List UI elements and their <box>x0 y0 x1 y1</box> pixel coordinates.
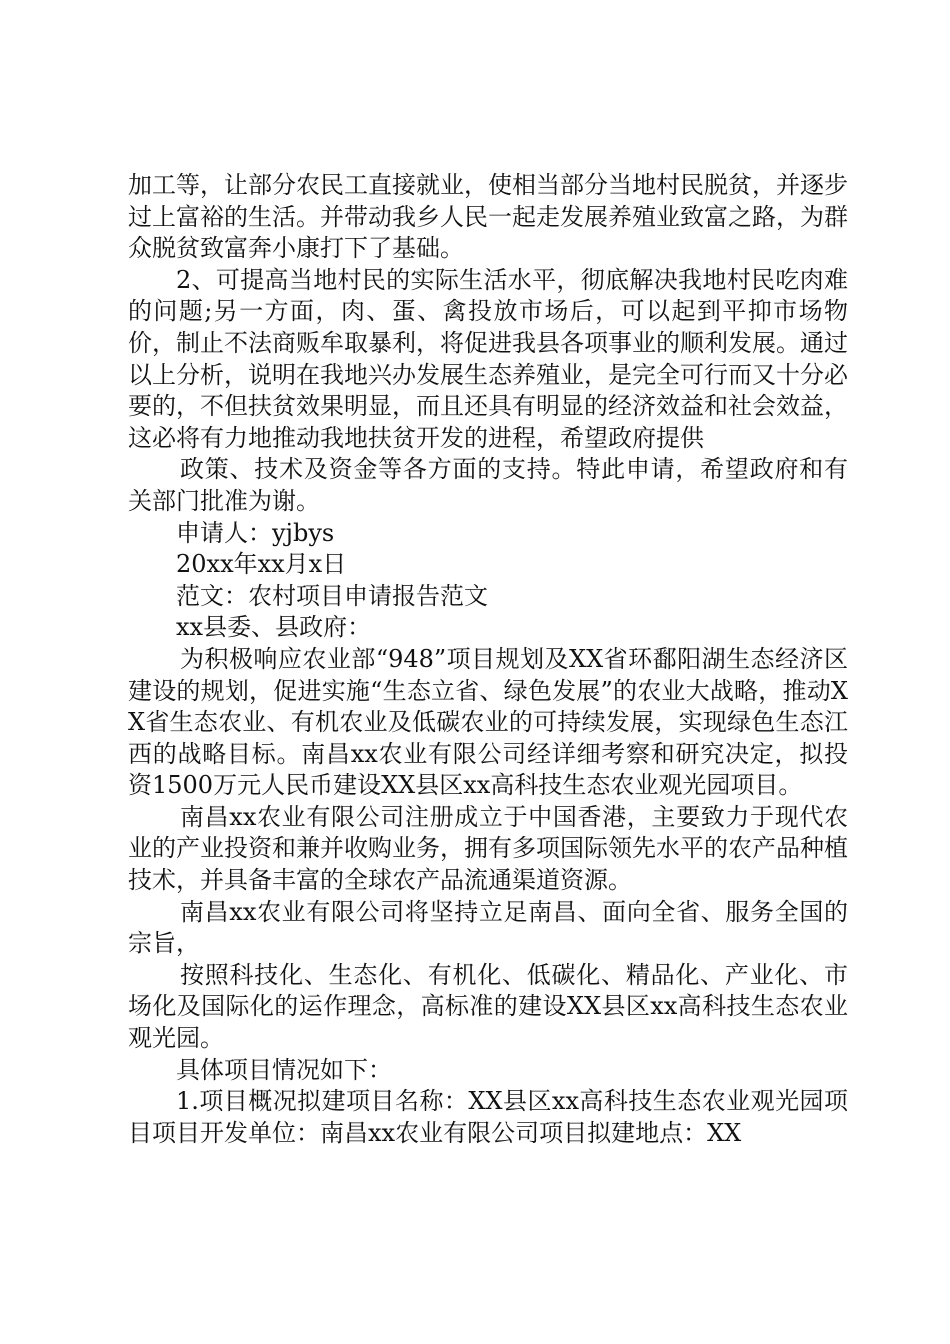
section-title: 范文：农村项目申请报告范文 <box>176 581 488 610</box>
paragraph: 1.项目概况拟建项目名称：XX县区xx高科技生态农业观光园项目项目开发单位：南昌xx农业有限公司项目拟建地点：XX <box>128 1087 848 1147</box>
paragraph: 南昌xx农业有限公司将坚持立足南昌、面向全省、服务全国的宗旨， <box>128 897 848 958</box>
paragraph: 政策、技术及资金等各方面的支持。特此申请，希望政府和有关部门批准为谢。 <box>128 455 848 515</box>
paragraph: 按照科技化、生态化、有机化、低碳化、精品化、产业化、市场化及国际化的运作理念，高标准的建设XX县区xx高科技生态农业观光园。 <box>128 960 848 1053</box>
paragraph: 2、可提高当地村民的实际生活水平，彻底解决我地村民吃肉难的问题;另一方面，肉、蛋、禽投放市场后，可以起到平抑市场物价，制止不法商贩牟取暴利，将促进我县各项事业的顺利发展。通过以上分析，说明在我地兴办发展生态养殖业，是完全可行而又十分必要的，不但扶贫效果明显，而且还具有明显的经济效益和社会效益，这必将有力地推动我地扶贫开发的进程，希望政府提供 <box>128 265 848 452</box>
document-body <box>128 170 848 1149</box>
salutation: xx县委、县政府： <box>176 613 372 642</box>
paragraph: 南昌xx农业有限公司注册成立于中国香港，主要致力于现代农业的产业投资和兼并收购业务，拥有多项国际领先水平的农产品种植技术，并具备丰富的全球农产品流通渠道资源。 <box>128 802 848 895</box>
signature-applicant: 申请人：yjbys <box>176 518 335 547</box>
paragraph: 加工等，让部分农民工直接就业，使相当部分当地村民脱贫，并逐步过上富裕的生活。并带动我乡人民一起走发展养殖业致富之路，为群众脱贫致富奔小康打下了基础。 <box>128 171 848 263</box>
signature-date: 20xx年xx月x日 <box>176 550 347 579</box>
paragraph: 为积极响应农业部“948”项目规划及XX省环鄱阳湖生态经济区建设的规划，促进实施“生态立省、绿色发展”的农业大战略，推动XX省生态农业、有机农业及低碳农业的可持续发展，实现绿色生态江西的战略目标。南昌xx农业有限公司经详细考察和研究决定，拟投资1500万元人民币建设XX县区xx高科技生态农业观光园项目。 <box>128 644 848 800</box>
paragraph: 具体项目情况如下： <box>176 1055 392 1084</box>
